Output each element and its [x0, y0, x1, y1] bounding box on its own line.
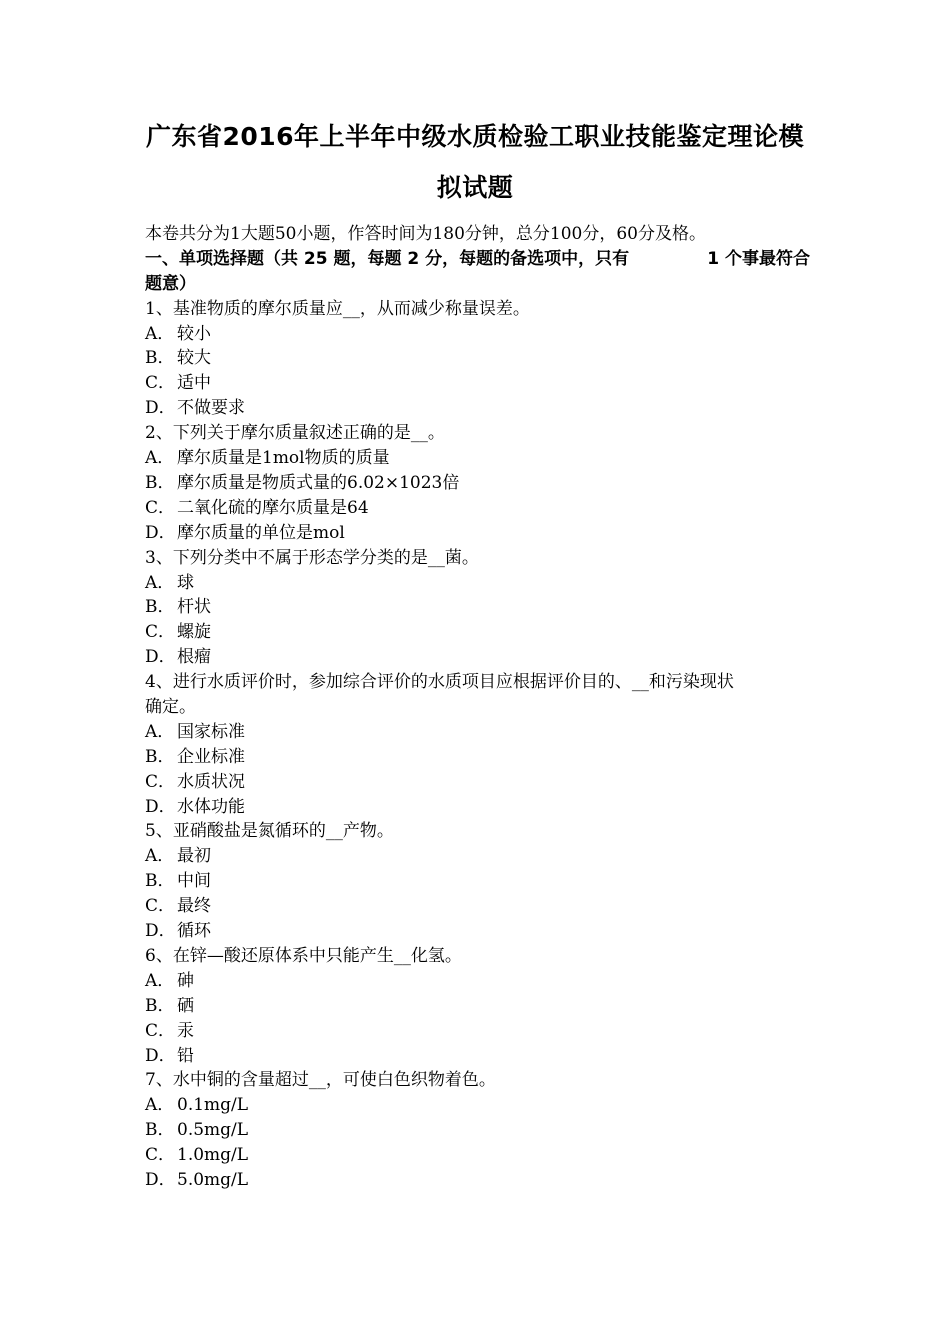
option-letter: D．: [145, 522, 176, 543]
answer-option: [145, 1044, 810, 1069]
option-letter: B．: [145, 995, 175, 1016]
question-item: [145, 297, 810, 421]
answer-option: [145, 371, 810, 396]
answer-option: [145, 844, 810, 869]
question-stem: 2、下列关于摩尔质量叙述正确的是__。: [145, 423, 445, 444]
option-text: 水体功能: [177, 796, 245, 817]
option-text: 0.5mg/L: [177, 1120, 249, 1141]
answer-option: [145, 496, 810, 521]
document-title-line-2: 拟试题: [436, 173, 514, 202]
question-item: [145, 421, 810, 545]
option-letter: C．: [145, 497, 176, 518]
option-letter: B．: [145, 348, 175, 369]
option-text: 水质状况: [177, 771, 245, 792]
answer-option: [145, 446, 810, 471]
option-text: 球: [177, 572, 194, 593]
option-letter: A．: [145, 846, 175, 867]
option-text: 0.1mg/L: [177, 1095, 249, 1116]
option-text: 最终: [177, 896, 211, 917]
question-stem: 6、在锌—酸还原体系中只能产生__化氢。: [145, 945, 462, 966]
option-text: 1.0mg/L: [177, 1145, 249, 1166]
option-text: 杆状: [177, 597, 211, 618]
answer-option: [145, 471, 810, 496]
answer-option: [145, 1019, 810, 1044]
answer-option: [145, 322, 810, 347]
section-heading-row: [145, 247, 810, 272]
option-text: 循环: [177, 921, 211, 942]
option-text: 较大: [177, 348, 211, 369]
option-text: 汞: [177, 1020, 194, 1041]
option-letter: A．: [145, 1095, 175, 1116]
answer-option: [145, 720, 810, 745]
option-letter: C．: [145, 373, 176, 394]
answer-option: [145, 969, 810, 994]
answer-option: [145, 1168, 810, 1193]
answer-option: [145, 994, 810, 1019]
option-letter: A．: [145, 323, 175, 344]
option-text: 5.0mg/L: [177, 1169, 249, 1190]
answer-option: [145, 595, 810, 620]
option-text: 硒: [177, 995, 194, 1016]
option-text: 铅: [177, 1045, 194, 1066]
option-letter: D．: [145, 921, 176, 942]
option-letter: A．: [145, 448, 175, 469]
option-text: 中间: [177, 871, 211, 892]
question-item: [145, 819, 810, 943]
option-text: 螺旋: [177, 622, 211, 643]
option-text: 国家标准: [177, 721, 245, 742]
answer-option: [145, 745, 810, 770]
question-item: [145, 670, 810, 819]
answer-option: [145, 521, 810, 546]
question-list: [145, 297, 810, 1193]
question-item: [145, 944, 810, 1068]
option-text: 适中: [177, 373, 211, 394]
question-item: [145, 546, 810, 670]
option-letter: B．: [145, 472, 175, 493]
answer-option: [145, 770, 810, 795]
option-text: 企业标准: [177, 746, 245, 767]
section-heading-text: 一、单项选择题（共 25 题，每题 2 分，每题的备选项中，只有: [145, 248, 630, 269]
option-text: 不做要求: [177, 398, 245, 419]
option-letter: B．: [145, 746, 175, 767]
option-letter: D．: [145, 1045, 176, 1066]
answer-option: [145, 869, 810, 894]
option-letter: C．: [145, 622, 176, 643]
option-letter: C．: [145, 896, 176, 917]
option-letter: B．: [145, 597, 175, 618]
section-heading: [145, 247, 810, 297]
question-stem: 3、下列分类中不属于形态学分类的是__菌。: [145, 547, 479, 568]
option-letter: A．: [145, 572, 175, 593]
option-text: 较小: [177, 323, 211, 344]
option-text: 最初: [177, 846, 211, 867]
answer-option: [145, 1093, 810, 1118]
answer-option: [145, 795, 810, 820]
option-text: 摩尔质量的单位是mol: [177, 522, 345, 543]
question-stem: 1、基准物质的摩尔质量应__，从而减少称量误差。: [145, 298, 530, 319]
option-letter: B．: [145, 871, 175, 892]
question-stem: 7、水中铜的含量超过__，可使白色织物着色。: [145, 1070, 496, 1091]
option-letter: D．: [145, 1169, 176, 1190]
question-stem: 5、亚硝酸盐是氮循环的__产物。: [145, 821, 394, 842]
option-letter: D．: [145, 398, 176, 419]
answer-option: [145, 1118, 810, 1143]
answer-option: [145, 396, 810, 421]
document-body: [145, 222, 810, 1193]
option-letter: A．: [145, 970, 175, 991]
option-text: 砷: [177, 970, 194, 991]
question-stem: 确定。: [145, 697, 196, 717]
section-heading-continuation: 题意）: [145, 273, 196, 294]
option-text: 摩尔质量是1mol物质的质量: [177, 448, 390, 469]
option-letter: B．: [145, 1120, 175, 1141]
question-stem: 4、进行水质评价时，参加综合评价的水质项目应根据评价目的、__和污染现状: [145, 672, 734, 693]
exam-intro: 本卷共分为1大题50小题，作答时间为180分钟，总分100分，60分及格。: [145, 224, 706, 244]
question-item: [145, 1068, 810, 1192]
answer-option: [145, 620, 810, 645]
option-text: 根瘤: [177, 647, 211, 668]
answer-option: [145, 919, 810, 944]
option-text: 摩尔质量是物质式量的6.02×1023倍: [177, 472, 460, 493]
option-letter: D．: [145, 647, 176, 668]
section-heading-text-end: 1 个事最符合: [707, 248, 810, 269]
answer-option: [145, 1143, 810, 1168]
option-letter: A．: [145, 721, 175, 742]
answer-option: [145, 894, 810, 919]
option-letter: D．: [145, 796, 176, 817]
answer-option: [145, 346, 810, 371]
option-letter: C．: [145, 771, 176, 792]
answer-option: [145, 645, 810, 670]
option-letter: C．: [145, 1020, 176, 1041]
answer-option: [145, 571, 810, 596]
option-text: 二氧化硫的摩尔质量是64: [177, 497, 369, 518]
option-letter: C．: [145, 1145, 176, 1166]
document-title-line-1: 广东省2016年上半年中级水质检验工职业技能鉴定理论模: [145, 122, 805, 151]
